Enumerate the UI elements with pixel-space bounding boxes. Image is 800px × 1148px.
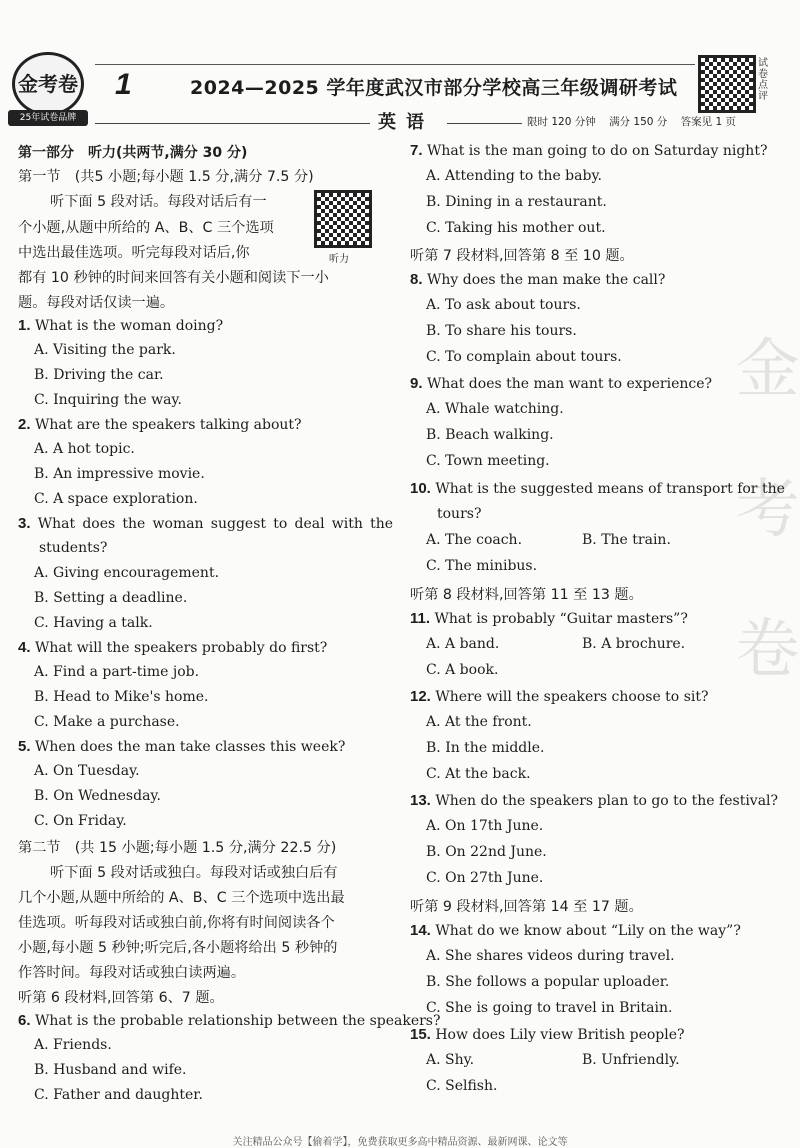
material-note: 听第 9 段材料,回答第 14 至 17 题。: [410, 899, 643, 915]
question-3: 3. What does the woman suggest to deal with the: [18, 515, 394, 532]
option-a[interactable]: A. Giving encouragement.: [34, 565, 220, 581]
question-11: 11. What is probably “Guitar masters”?: [410, 610, 688, 627]
answer-page: 答案见 1 页: [680, 116, 736, 128]
question-10-cont: tours?: [437, 506, 482, 522]
option-b[interactable]: B. Husband and wife.: [34, 1062, 187, 1078]
option-a[interactable]: A. On 17th June.: [426, 818, 544, 834]
instruction-text: 中选出最佳选项。听完每段对话后,你: [18, 245, 250, 261]
option-c[interactable]: C. Taking his mother out.: [426, 220, 606, 236]
instruction-text: 都有 10 秒钟的时间来回答有关小题和阅读下一小: [18, 270, 329, 286]
option-b[interactable]: B. Driving the car.: [34, 367, 164, 383]
option-c[interactable]: C. At the back.: [426, 766, 531, 782]
option-b[interactable]: B. Unfriendly.: [582, 1052, 680, 1068]
review-tag: 试卷点评: [758, 58, 768, 102]
option-c[interactable]: C. Selfish.: [426, 1078, 498, 1094]
option-a[interactable]: A. The coach.: [426, 532, 523, 548]
instruction-text: 题。每段对话仅读一遍。: [18, 295, 175, 311]
instruction-text: 听下面 5 段对话或独白。每段对话或独白后有: [50, 865, 338, 881]
section-heading: 第一节 (共5 小题;每小题 1.5 分,满分 7.5 分): [18, 169, 314, 185]
option-b[interactable]: B. She follows a popular uploader.: [426, 974, 670, 990]
question-15: 15. How does Lily view British people?: [410, 1026, 685, 1043]
option-a[interactable]: A. Find a part-time job.: [34, 664, 200, 680]
option-c[interactable]: C. She is going to travel in Britain.: [426, 1000, 673, 1016]
option-b[interactable]: B. A brochure.: [582, 636, 686, 652]
option-b[interactable]: B. On 22nd June.: [426, 844, 547, 860]
option-b[interactable]: B. Dining in a restaurant.: [426, 194, 607, 210]
exam-limits: [527, 114, 746, 129]
brand-logo: [8, 50, 88, 130]
logo-ribbon: 25年试卷品牌: [8, 110, 88, 126]
exam-header: [0, 0, 800, 135]
subject-rule-left: [95, 123, 370, 124]
option-a[interactable]: A. Visiting the park.: [34, 342, 176, 358]
option-a[interactable]: A. Shy.: [426, 1052, 475, 1068]
option-a[interactable]: A. On Tuesday.: [34, 763, 140, 779]
instruction-text: 作答时间。每段对话或独白读两遍。: [18, 965, 246, 981]
option-b[interactable]: B. On Wednesday.: [34, 788, 161, 804]
option-a[interactable]: A. Attending to the baby.: [426, 168, 602, 184]
qr-code-icon[interactable]: [698, 55, 756, 113]
footer-note: 关注精品公众号【偷着学】，免费获取更多高中精品资源、最新网课、论文等: [232, 1137, 568, 1148]
option-b[interactable]: B. Beach walking.: [426, 427, 554, 443]
question-8: 8. Why does the man make the call?: [410, 271, 666, 288]
question-9: 9. What does the man want to experience?: [410, 375, 713, 392]
instruction-text: 几个小题,从题中所给的 A、B、C 三个选项中选出最: [18, 890, 345, 906]
option-a[interactable]: A. To ask about tours.: [426, 297, 581, 313]
option-a[interactable]: A. Friends.: [34, 1037, 112, 1053]
option-b[interactable]: B. To share his tours.: [426, 323, 577, 339]
option-b[interactable]: B. Head to Mike's home.: [34, 689, 209, 705]
material-note: 听第 6 段材料,回答第 6、7 题。: [18, 990, 224, 1006]
question-14: 14. What do we know about “Lily on the way”?: [410, 922, 741, 939]
time-limit: 限时 120 分钟: [527, 116, 596, 128]
question-7: 7. What is the man going to do on Saturday night?: [410, 142, 768, 159]
section-heading: 第二节 (共 15 小题;每小题 1.5 分,满分 22.5 分): [18, 840, 337, 856]
option-c[interactable]: C. To complain about tours.: [426, 349, 622, 365]
instruction-text: 佳选项。听每段对话或独白前,你将有时间阅读各个: [18, 915, 335, 931]
option-a[interactable]: A. At the front.: [426, 714, 532, 730]
exam-title: 2024—2025 学年度武汉市部分学校高三年级调研考试: [190, 77, 678, 99]
option-c[interactable]: C. Inquiring the way.: [34, 392, 182, 408]
option-a[interactable]: A. A band.: [426, 636, 500, 652]
question-10: 10. What is the suggested means of transport for the: [410, 480, 785, 497]
option-c[interactable]: C. Town meeting.: [426, 453, 550, 469]
logo-text: 金考卷: [12, 52, 84, 116]
question-2: 2. What are the speakers talking about?: [18, 416, 302, 433]
option-c[interactable]: C. The minibus.: [426, 558, 538, 574]
qr-label: 听力: [329, 254, 349, 265]
option-b[interactable]: B. In the middle.: [426, 740, 545, 756]
option-a[interactable]: A. A hot topic.: [34, 441, 135, 457]
part-heading: 第一部分 听力(共两节,满分 30 分): [18, 145, 248, 161]
subject-title: 英语: [378, 112, 434, 133]
option-c[interactable]: C. Father and daughter.: [34, 1087, 203, 1103]
question-3-cont: students?: [39, 540, 108, 556]
option-b[interactable]: B. The train.: [582, 532, 671, 548]
option-c[interactable]: C. Having a talk.: [34, 615, 153, 631]
option-c[interactable]: C. A space exploration.: [34, 491, 198, 507]
full-marks: 满分 150 分: [609, 116, 668, 128]
paper-number: 1: [115, 68, 132, 101]
option-b[interactable]: B. Setting a deadline.: [34, 590, 188, 606]
option-a[interactable]: A. She shares videos during travel.: [426, 948, 675, 964]
option-c[interactable]: C. A book.: [426, 662, 499, 678]
question-1: 1. What is the woman doing?: [18, 317, 224, 334]
question-13: 13. When do the speakers plan to go to the festival?: [410, 792, 779, 809]
material-note: 听第 7 段材料,回答第 8 至 10 题。: [410, 248, 634, 264]
option-c[interactable]: C. On 27th June.: [426, 870, 544, 886]
question-6: 6. What is the probable relationship between the speakers?: [18, 1012, 441, 1029]
instruction-text: 听下面 5 段对话。每段对话后有一: [50, 194, 267, 210]
option-a[interactable]: A. Whale watching.: [426, 401, 564, 417]
subject-rule-right: [447, 123, 522, 124]
watermark: 金 考 卷: [735, 333, 800, 687]
header-rule: [95, 64, 695, 65]
option-c[interactable]: C. Make a purchase.: [34, 714, 180, 730]
question-4: 4. What will the speakers probably do first?: [18, 639, 328, 656]
option-b[interactable]: B. An impressive movie.: [34, 466, 205, 482]
option-c[interactable]: C. On Friday.: [34, 813, 127, 829]
question-5: 5. When does the man take classes this week?: [18, 738, 346, 755]
material-note: 听第 8 段材料,回答第 11 至 13 题。: [410, 587, 643, 603]
instruction-text: 小题,每小题 5 秒钟;听完后,各小题将给出 5 秒钟的: [18, 940, 338, 956]
instruction-text: 个小题,从题中所给的 A、B、C 三个选项: [18, 220, 274, 236]
listening-qr-icon[interactable]: [314, 190, 372, 248]
question-12: 12. Where will the speakers choose to sit?: [410, 688, 709, 705]
